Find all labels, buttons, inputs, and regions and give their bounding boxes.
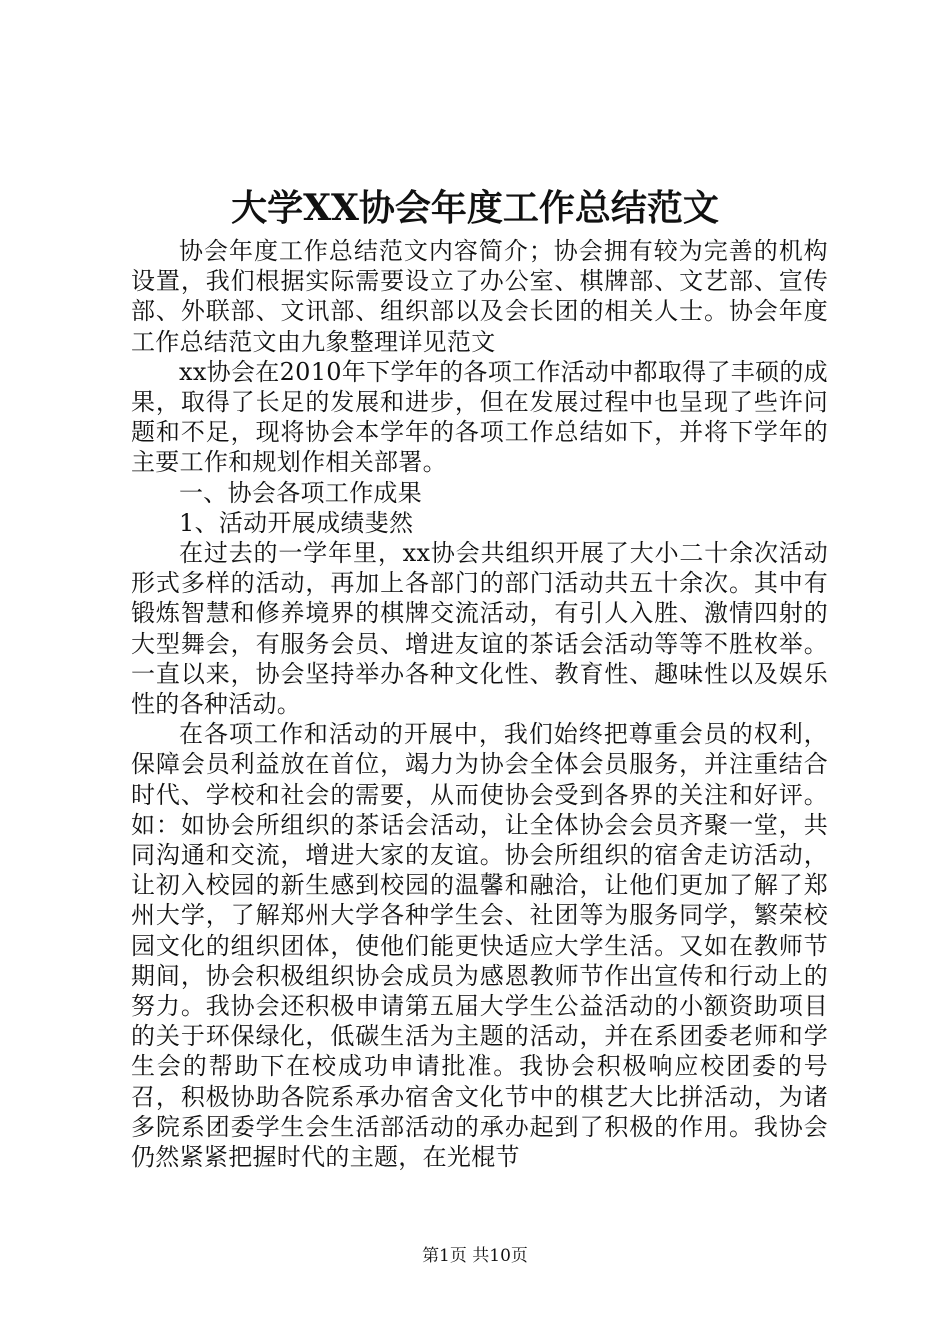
page-title: 大学XX协会年度工作总结范文 [231, 187, 719, 229]
document-body [131, 236, 828, 1172]
section-heading: 一、协会各项工作成果 [179, 478, 422, 507]
intro-paragraph: 协会年度工作总结范文内容简介；协会拥有较为完善的机构设置，我们根据实际需要设立了办公室、棋牌部、文艺部、宣传部、外联部、文讯部、组织部以及会长团的相关人士。协会年度工作总结范文由九象整理详见范文 [131, 237, 828, 356]
work-paragraph: 在各项工作和活动的开展中，我们始终把尊重会员的权利，保障会员利益放在首位，竭力为协会全体会员服务，并注重结合时代、学校和社会的需要，从而使协会受到各界的关注和好评。如：如协会所组织的茶话会活动，让全体协会会员齐聚一堂，共同沟通和交流，增进大家的友谊。协会所组织的宿舍走访活动，让初入校园的新生感到校园的温馨和融洽，让他们更加了解了郑州大学，了解郑州大学各种学生会、社团等为服务同学，繁荣校园文化的组织团体，使他们能更快适应大学生活。又如在教师节期间，协会积极组织协会成员为感恩教师节作出宣传和行动上的努力。我协会还积极申请第五届大学生公益活动的小额资助项目的关于环保绿化，低碳生活为主题的活动，并在系团委老师和学生会的帮助下在校成功申请批准。我协会积极响应校团委的号召，积极协助各院系承办宿舍文化节中的棋艺大比拼活动，为诸多院系团委学生会生活部活动的承办起到了积极的作用。我协会仍然紧紧把握时代的主题，在光棍节 [131, 720, 828, 1172]
activities-paragraph: 在过去的一学年里，xx协会共组织开展了大小二十余次活动形式多样的活动，再加上各部门的部门活动共五十余次。其中有锻炼智慧和修养境界的棋牌交流活动，有引人入胜、激情四射的大型舞会，有服务会员、增进友谊的茶话会活动等等不胜枚举。一直以来，协会坚持举办各种文化性、教育性、趣味性以及娱乐性的各种活动。 [131, 539, 828, 719]
subsection-heading: 1、活动开展成绩斐然 [179, 508, 414, 537]
overview-paragraph: xx协会在2010年下学年的各项工作活动中都取得了丰硕的成果，取得了长足的发展和进步，但在发展过程中也呈现了些许问题和不足，现将协会本学年的各项工作总结如下，并将下学年的主要工作和规划作相关部署。 [131, 357, 828, 477]
page-footer: 第1页 共10页 [422, 1246, 528, 1266]
